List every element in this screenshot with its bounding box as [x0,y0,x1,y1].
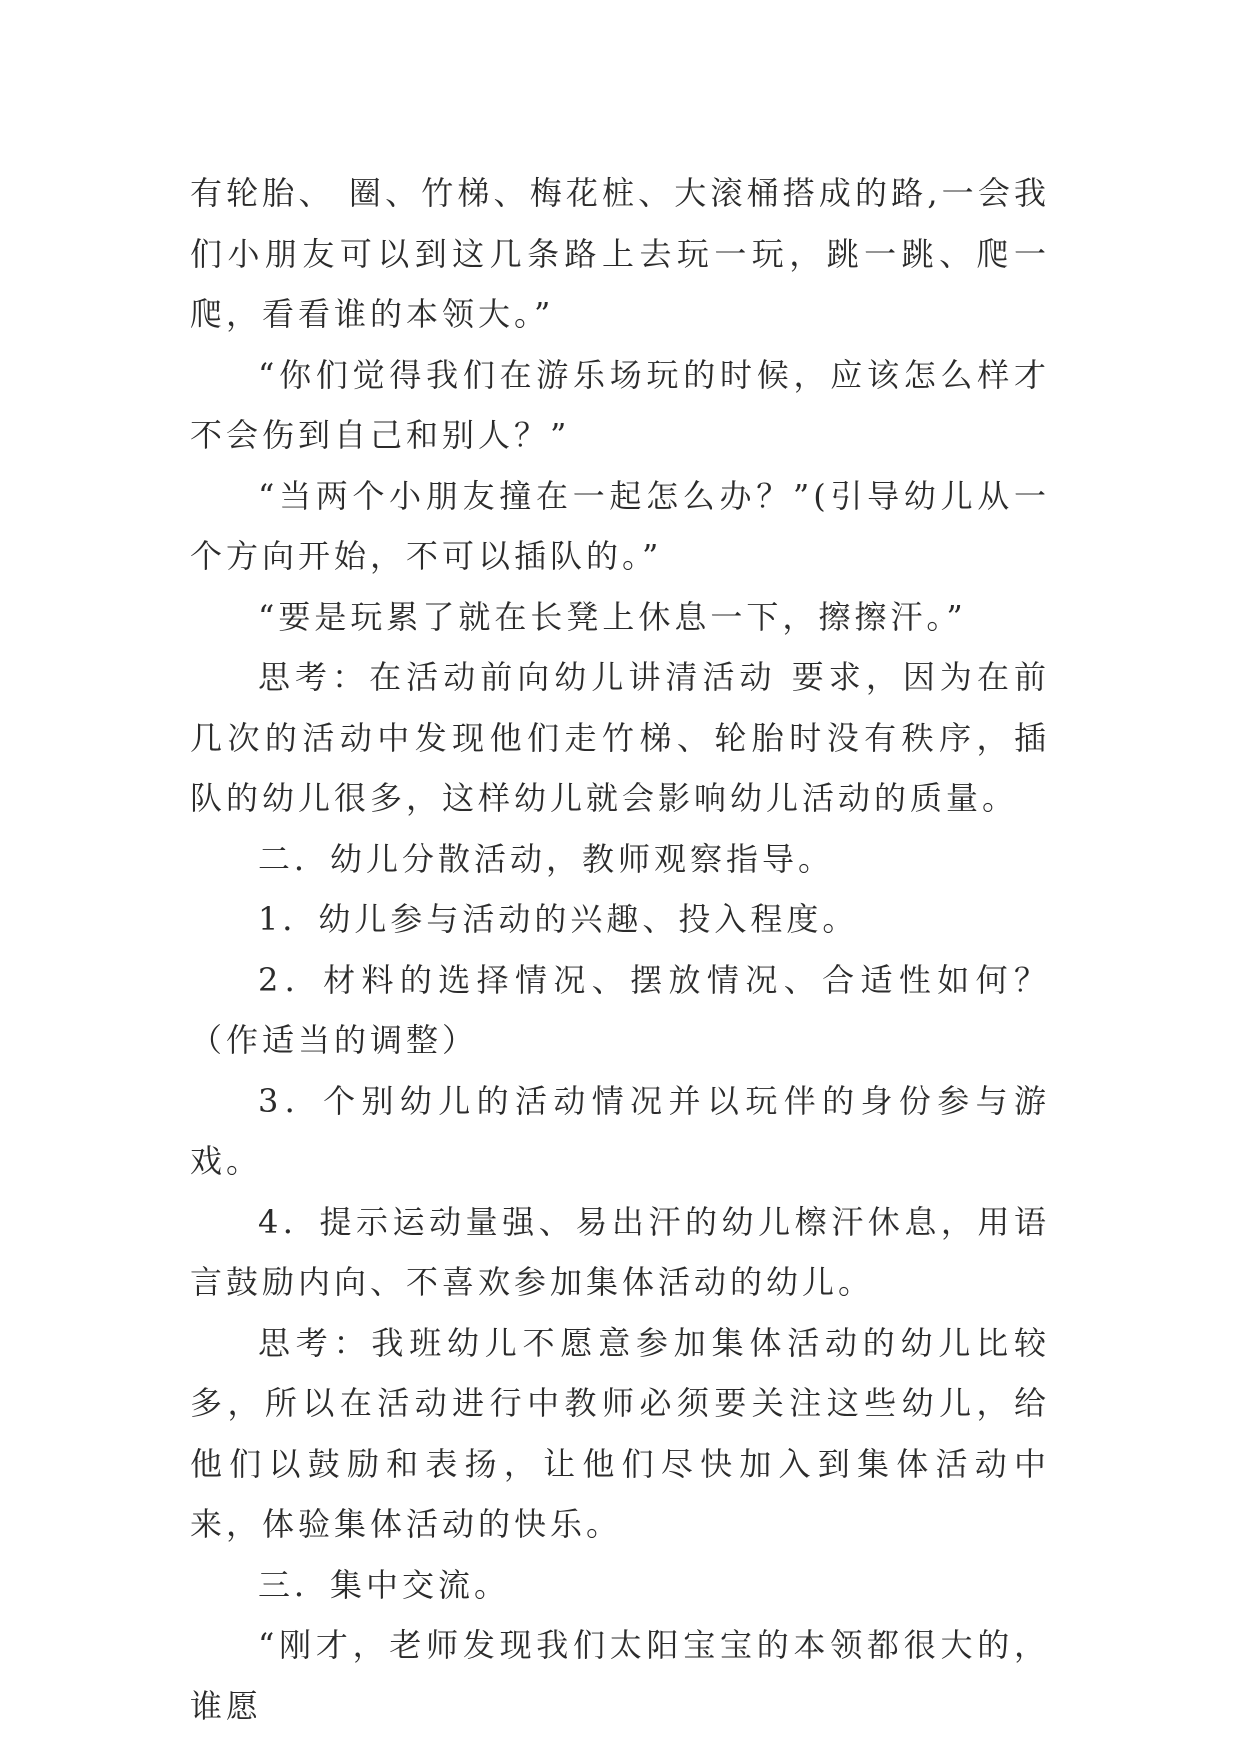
list-item-2: 2．材料的选择情况、摆放情况、合适性如何？（作适当的调整） [190,960,1050,1059]
section-heading-2: 二．幼儿分散活动，教师观察指导。 [258,839,835,878]
list-item-3: 3．个别幼儿的活动情况并以玩伴的身份参与游戏。 [190,1081,1050,1180]
paragraph-2: “你们觉得我们在游乐场玩的时候，应该怎么样才不会伤到自己和别人？” [190,355,1050,454]
paragraph-4: “要是玩累了就在长凳上休息一下，擦擦汗。” [258,597,967,636]
section-heading-3: 三．集中交流。 [258,1565,511,1604]
paragraph-5: 思考：在活动前向幼儿讲清活动 要求，因为在前几次的活动中发现他们走竹梯、轮胎时没有秩序，插队的幼儿很多，这样幼儿就会影响幼儿活动的质量。 [190,658,1050,817]
paragraph-1: 有轮胎、 圈、竹梯、梅花桩、大滚桶搭成的路,一会我们小朋友可以到这几条路上去玩一玩，跳一跳、爬一爬，看看谁的本领大。” [190,174,1050,333]
paragraph-reflection-2: 思考：我班幼儿不愿意参加集体活动的幼儿比较多，所以在活动进行中教师必须要关注这些幼儿，给他们以鼓励和表扬，让他们尽快加入到集体活动中来，体验集体活动的快乐。 [190,1323,1050,1543]
paragraph-last: “刚才，老师发现我们太阳宝宝的本领都很大的，谁愿 [190,1626,1050,1725]
paragraph-3: “当两个小朋友撞在一起怎么办？”(引导幼儿从一个方向开始，不可以插队的。” [190,476,1050,575]
document-body [190,163,1050,1736]
list-item-1: 1．幼儿参与活动的兴趣、投入程度。 [258,900,859,938]
list-item-4: 4．提示运动量强、易出汗的幼儿檫汗休息，用语言鼓励内向、不喜欢参加集体活动的幼儿。 [190,1202,1050,1301]
